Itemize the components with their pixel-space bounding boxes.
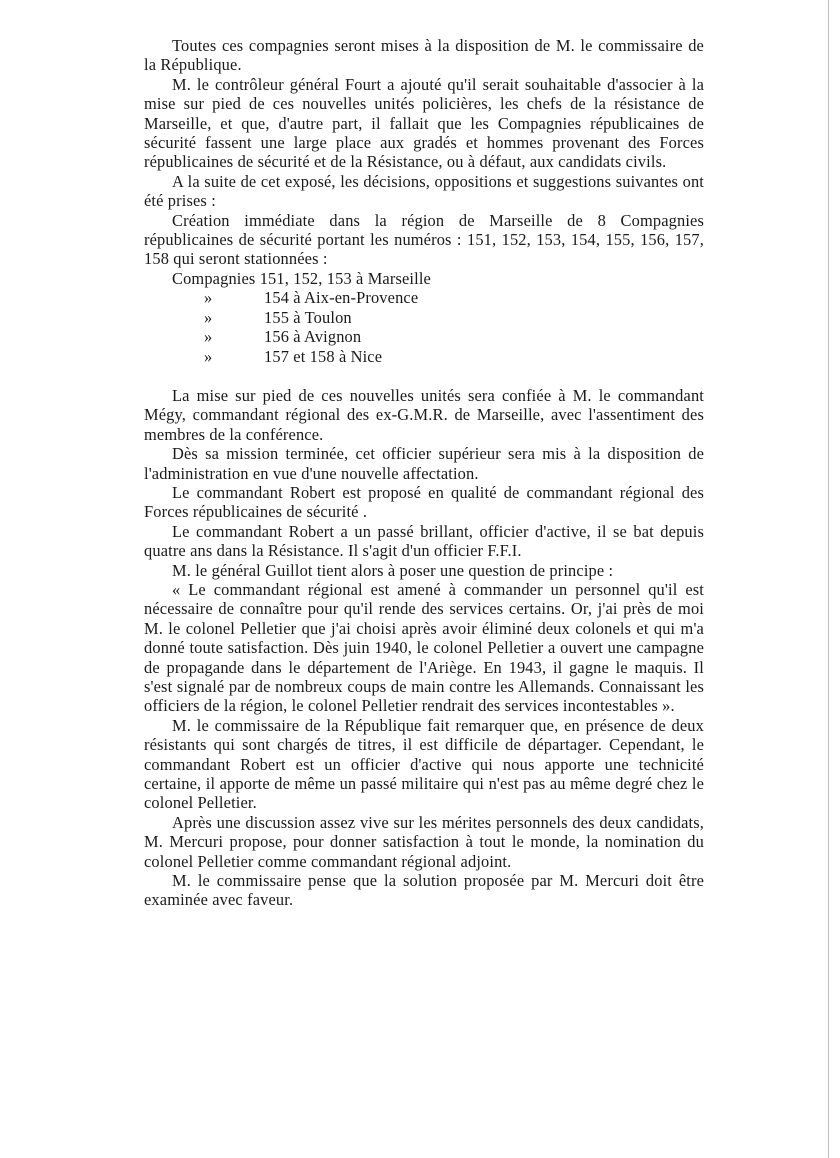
paragraph: M. le contrôleur général Fourt a ajouté qu'il serait souhaitable d'associer à la mise sur pied de ces nouvelles unités policières, les chefs de la résistance de Marseille, et que, d'autre part, il fallait que les Compagnies républicaines de sécurité fassent une large place aux gradés et hommes provenant des Forces républicaines de sécurité et de la Résistance, ou à défaut, aux candidats civils. xyxy=(144,74,704,172)
paragraph: Après une discussion assez vive sur les mérites personnels des deux candidats, M. Mercuri propose, pour donner satisfaction à tout le monde, la nomination du colonel Pelletier comme commandant régional adjoint. xyxy=(144,812,704,871)
paragraph: M. le général Guillot tient alors à poser une question de principe : xyxy=(172,560,614,580)
station-row xyxy=(144,327,704,346)
document-body xyxy=(144,36,704,910)
paragraph: M. le commissaire pense que la solution proposée par M. Mercuri doit être examinée avec faveur. xyxy=(144,871,704,910)
station-row xyxy=(144,269,704,288)
station-text: 154 à Aix-en-Provence xyxy=(264,288,419,308)
quote-paragraph: « Le commandant régional est amené à commander un personnel qu'il est nécessaire de connaître pour qu'il rende des services certains. Or, j'ai près de moi M. le colonel Pelletier que j'ai choisi après avoir éliminé deux colonels et qui m'a donné toute satisfaction. Dès juin 1940, le colonel Pelletier a ouvert une campagne de propagande dans le département de l'Ariège. En 1943, il gagne le maquis. Il s'est signalé par de nombreux coups de main contre les Allemands. Connaissant les officiers de la région, le colonel Pelletier rendrait des services incontestables ». xyxy=(144,579,704,716)
station-text: 157 et 158 à Nice xyxy=(264,346,383,366)
paragraph: Dès sa mission terminée, cet officier supérieur sera mis à la disposition de l'administration en vue d'une nouvelle affectation. xyxy=(144,444,704,483)
station-row xyxy=(144,288,704,307)
spacer xyxy=(144,366,704,386)
page-edge-line xyxy=(828,0,829,1158)
station-text: 155 à Toulon xyxy=(264,307,352,327)
paragraph: Création immédiate dans la région de Marseille de 8 Compagnies républicaines de sécurité portant les numéros : 151, 152, 153, 154, 155, 156, 157, 158 qui seront stationnées : xyxy=(144,210,704,269)
station-row xyxy=(144,347,704,366)
ditto-mark: » xyxy=(204,307,213,327)
paragraph: M. le commissaire de la République fait remarquer que, en présence de deux résistants qui sont chargés de titres, il est difficile de départager. Cependant, le commandant Robert est un officier d'active qui nous apporte une technicité certaine, il apporte de même un passé militaire qui n'est pas au même degré chez le colonel Pelletier. xyxy=(144,715,704,813)
ditto-mark: » xyxy=(204,327,213,347)
paragraph: A la suite de cet exposé, les décisions, oppositions et suggestions suivantes ont été prises : xyxy=(144,171,704,211)
ditto-mark: » xyxy=(204,346,213,366)
station-text: Compagnies 151, 152, 153 à Marseille xyxy=(172,268,431,288)
paragraph: La mise sur pied de ces nouvelles unités sera confiée à M. le commandant Mégy, commandant régional des ex-G.M.R. de Marseille, avec l'assentiment des membres de la conférence. xyxy=(144,385,704,444)
paragraph: Le commandant Robert a un passé brillant, officier d'active, il se bat depuis quatre ans dans la Résistance. Il s'agit d'un officier F.F.I. xyxy=(144,521,704,561)
station-row xyxy=(144,308,704,327)
station-text: 156 à Avignon xyxy=(264,327,362,347)
paragraph: Toutes ces compagnies seront mises à la disposition de M. le commissaire de la République. xyxy=(144,36,704,75)
ditto-mark: » xyxy=(204,288,213,308)
company-stations-list xyxy=(144,269,704,366)
paragraph: Le commandant Robert est proposé en qualité de commandant régional des Forces républicaines de sécurité . xyxy=(144,482,704,522)
